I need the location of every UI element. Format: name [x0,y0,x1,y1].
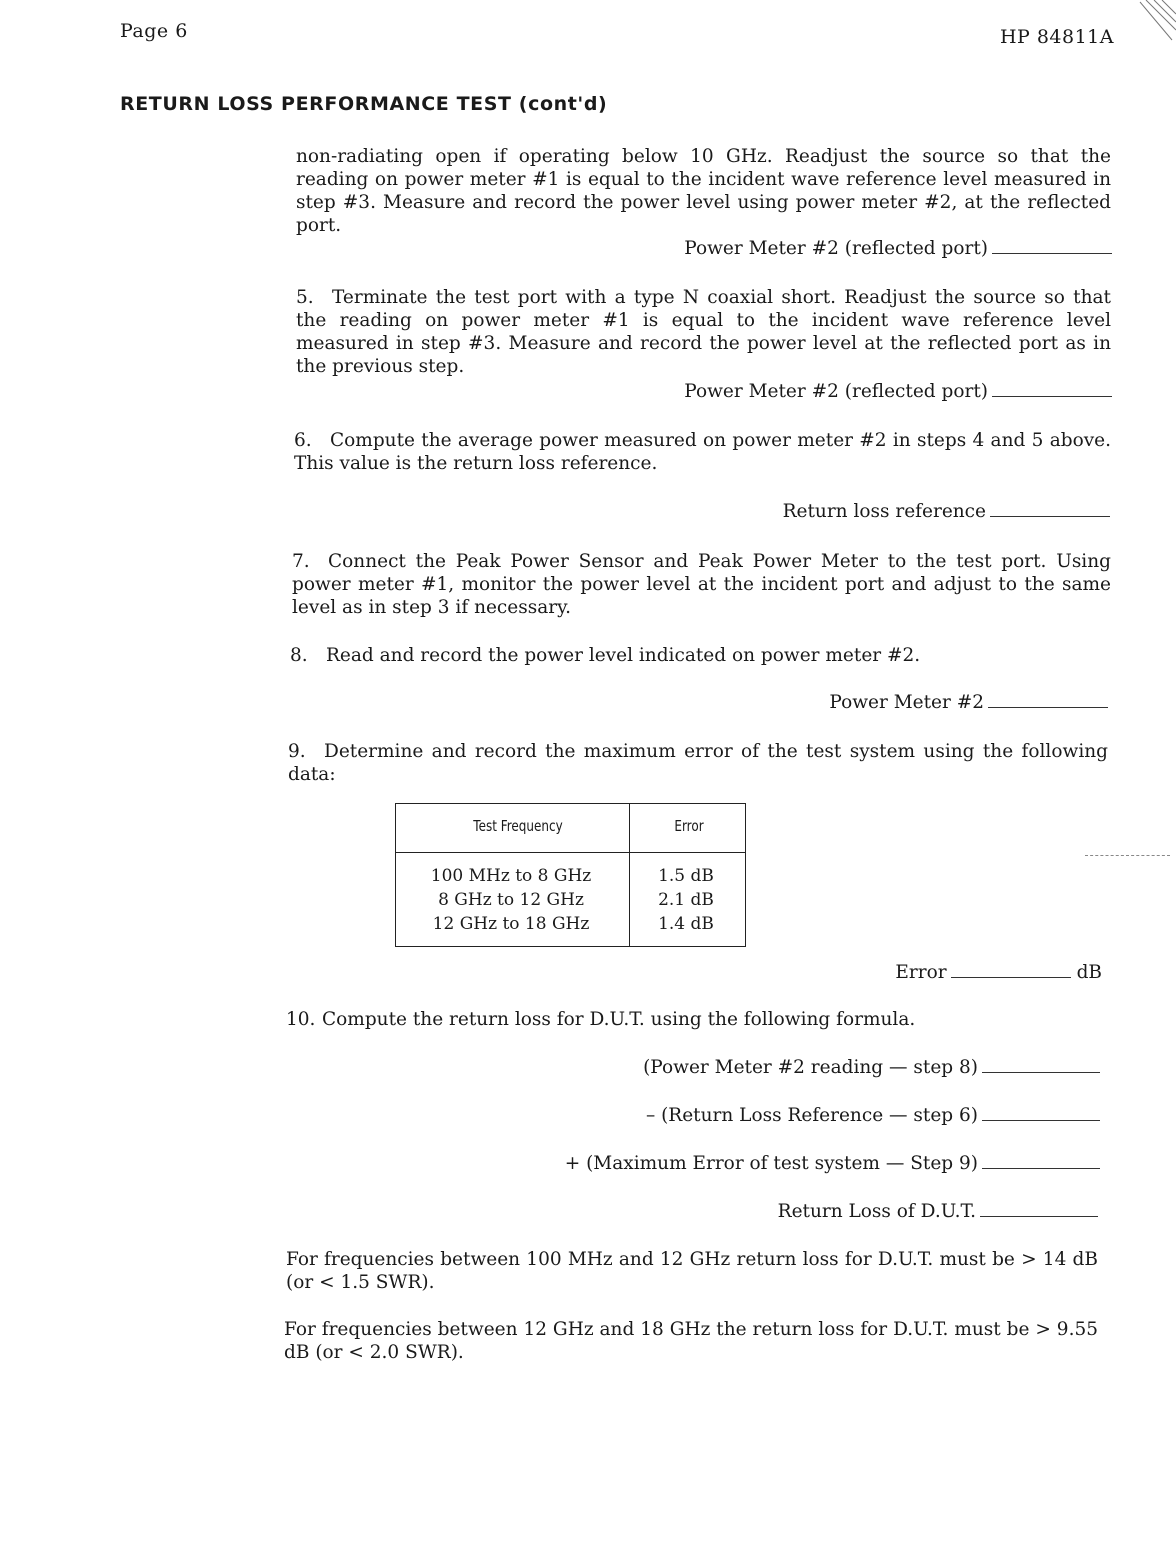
step-number: 6. [294,430,312,451]
step-10 [286,1008,1106,1031]
blank-line [982,1058,1100,1073]
step-6 [294,429,1111,475]
table-cell: 1.5 dB [658,866,714,886]
note-100mhz-12ghz: For frequencies between 100 MHz and 12 GHz return loss for D.U.T. must be > 14 dB (or < 1.5 SWR). [286,1249,1098,1293]
blank-line [988,693,1108,708]
table-cell: 12 GHz to 18 GHz [432,914,590,934]
step-number: 10. [286,1009,316,1030]
intro-paragraph: non-radiating open if operating below 10 GHz. Readjust the source so that the reading on power meter #1 is equal to the incident wave reference level measured in step #3. Measure and record the power level using power meter #2, at the reflected port. [296,146,1111,236]
field-reflected-port-1 [684,238,1112,259]
field-reflected-port-2 [684,381,1112,402]
formula-line-4 [778,1201,1098,1222]
table-divider-horizontal [396,852,745,853]
step-7 [292,550,1111,619]
table-cell: 1.4 dB [658,914,714,934]
blank-line [951,963,1071,978]
formula-line-3 [565,1153,1100,1174]
model-number: HP 84811A [999,26,1114,48]
field-unit: dB [1076,962,1102,983]
step-text: Terminate the test port with a type N coaxial short. Readjust the source so that the reading on power meter #1 is equal to the incident wave reference level measured in step #3. Measure and record the power level at the reflected port as in the previous step. [296,287,1111,377]
formula-text: + (Maximum Error of test system — Step 9) [564,1153,978,1174]
formula-line-1 [643,1057,1100,1078]
note-12ghz-18ghz: For frequencies between 12 GHz and 18 GHz the return loss for D.U.T. must be > 9.55 dB (or < 2.0 SWR). [284,1319,1098,1363]
table-column-error [636,864,736,936]
field-label: Return loss reference [782,501,986,522]
field-label: Error [895,962,947,983]
formula-line-2 [646,1105,1100,1126]
table-divider-vertical [629,804,630,946]
step-text: Compute the average power measured on power meter #2 in steps 4 and 5 above. This value is the return loss reference. [294,430,1111,474]
blank-line [982,1106,1100,1121]
table-cell: 8 GHz to 12 GHz [438,890,584,910]
step-5 [296,286,1111,378]
scan-artifact-line [1085,855,1170,856]
formula-text: – (Return Loss Reference — step 6) [645,1105,978,1126]
table-header-error: Error [674,817,704,835]
step-number: 7. [292,551,310,572]
error-table [395,803,746,947]
table-cell: 100 MHz to 8 GHz [430,866,592,886]
section-title: RETURN LOSS PERFORMANCE TEST (cont'd) [120,93,608,115]
field-label: Power Meter #2 [829,692,984,713]
field-return-loss-reference [783,501,1110,522]
field-error [895,962,1102,983]
step-text: Read and record the power level indicated on power meter #2. [326,645,921,666]
field-power-meter-2 [829,692,1108,713]
step-number: 8. [290,645,308,666]
table-header-frequency: Test Frequency [473,817,563,835]
blank-line [980,1202,1098,1217]
blank-line [992,239,1112,254]
field-label: Power Meter #2 (reflected port) [684,381,988,402]
step-text: Determine and record the maximum error of the test system using the following data: [288,741,1108,785]
table-cell: 2.1 dB [658,890,714,910]
blank-line [992,382,1112,397]
step-number: 9. [288,741,306,762]
blank-line [990,502,1110,517]
step-text: Connect the Peak Power Sensor and Peak Power Meter to the test port. Using power meter #1, monitor the power level at the incident port and adjust to the same level as in step 3 if necessary. [292,551,1111,618]
page-number: Page 6 [120,20,188,42]
step-9 [288,740,1108,786]
step-8 [290,644,1109,667]
formula-text: Return Loss of D.U.T. [777,1201,976,1222]
scan-corner-mark [1136,0,1176,50]
blank-line [982,1154,1100,1169]
formula-text: (Power Meter #2 reading — step 8) [643,1057,978,1078]
field-label: Power Meter #2 (reflected port) [684,238,988,259]
step-text: Compute the return loss for D.U.T. using the following formula. [322,1009,916,1030]
step-number: 5. [296,287,314,308]
table-column-frequency [416,864,606,936]
